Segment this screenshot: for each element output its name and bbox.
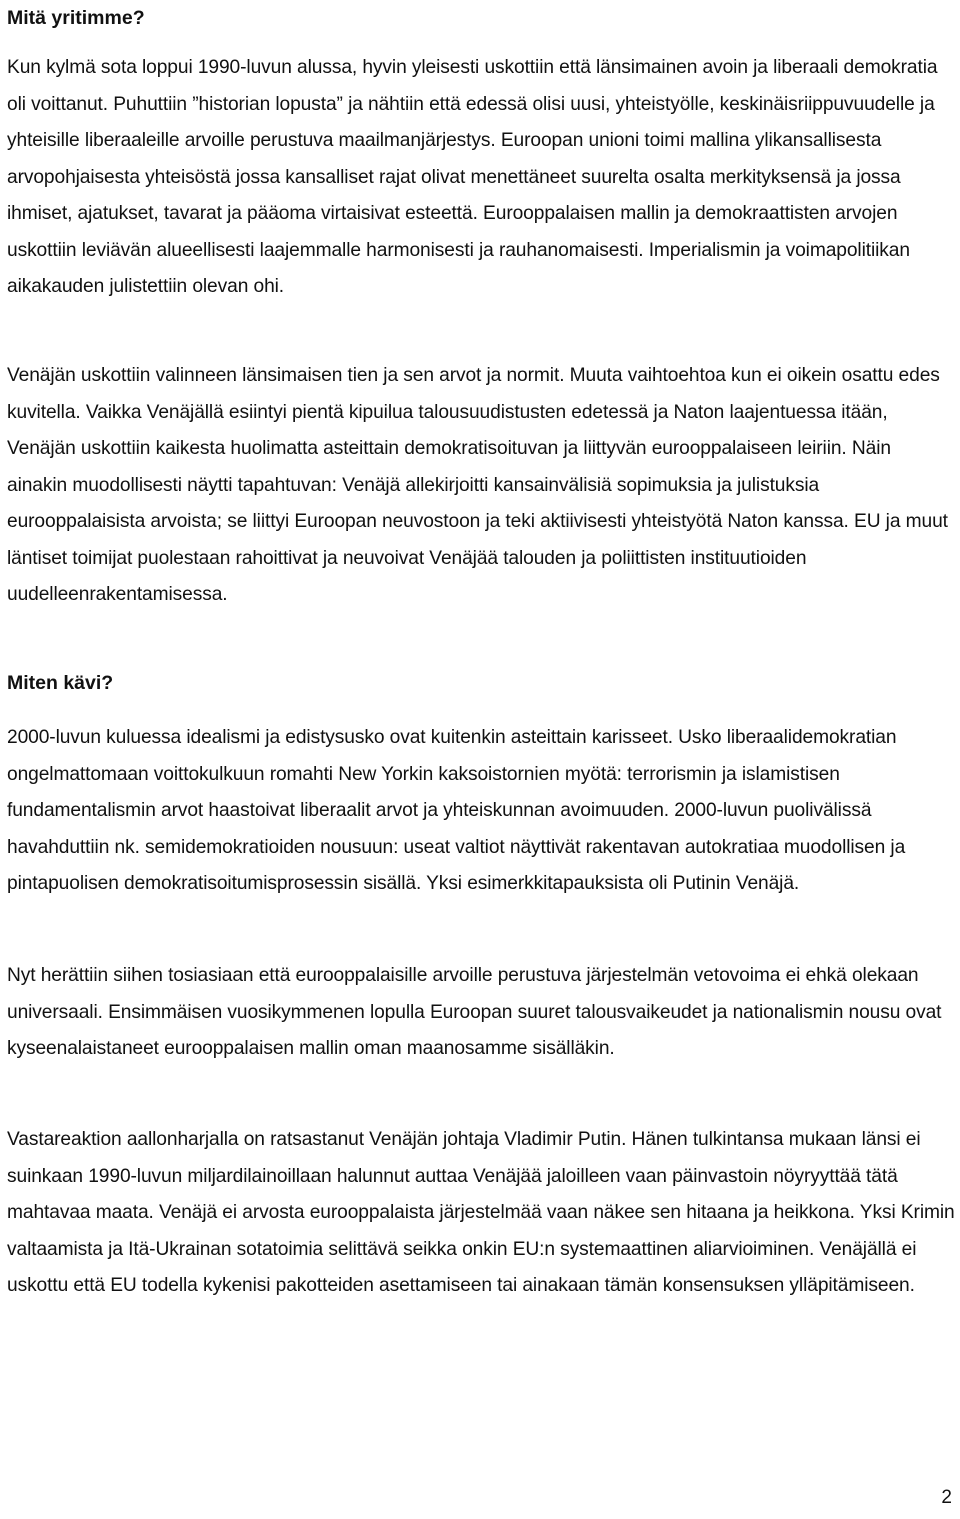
paragraph: Vastareaktion aallonharjalla on ratsastanut Venäjän johtaja Vladimir Putin. Hänen tulkintansa mukaan länsi ei suinkaan 1990-luvun miljardilainoillaan halunnut auttaa Venäjää jaloilleen vaan päinvastoin nöyryyttää tätä mahtavaa maata. Venäjä ei arvosta eurooppalaista järjestelmää vaan näkee sen hitaana ja heikkona. Yksi Krimin valtaamista ja Itä-Ukrainan sotatoimia selittävä seikka onkin EU:n systemaattinen aliarvioiminen. Venäjällä ei uskottu että EU todella kykenisi pakotteiden asettamiseen tai ainakaan tämän konsensuksen ylläpitämiseen. <box>7 1129 955 1296</box>
paragraph: 2000-luvun kuluessa idealismi ja edistysusko ovat kuitenkin asteittain karisseet. Usko liberaalidemokratian ongelmattomaan voittokulkuun romahti New Yorkin kaksoistornien myötä: terrorismin ja islamistisen fundamentalismin arvot haastoivat liberaalit arvot ja yhteiskunnan avoimuuden. 2000-luvun puolivälissä havahduttiin nk. semidemokratioiden nousuun: useat valtiot näyttivät rakentavan autokratiaa muodollisen ja pintapuolisen demokratisoitumisprosessin sisällä. Yksi esimerkkitapauksista oli Putinin Venäjä. <box>7 727 906 894</box>
section-heading-how-it-went: Miten kävi? <box>7 672 114 694</box>
paragraph: Kun kylmä sota loppui 1990-luvun alussa, hyvin yleisesti uskottiin että länsimainen avoin ja liberaali demokratia oli voittanut. Puhuttiin ”historian lopusta” ja nähtiin että edessä olisi uusi, yhteistyölle, keskinäisriippuvuudelle ja yhteisille liberaaleille arvoille perustuva maailmanjärjestys. Euroopan unioni toimi mallina ylikansallisesta arvopohjaisesta yhteisöstä jossa kansalliset rajat olivat menettäneet suurelta osalta merkityksensä ja jossa ihmiset, ajatukset, tavarat ja pääoma virtaisivat esteettä. Eurooppalaisen mallin ja demokraattisten arvojen uskottiin leviävän alueellisesti laajemmalle harmonisesti ja rauhanomaisesti. Imperialismin ja voimapolitiikan aikakauden julistettiin olevan ohi. <box>7 57 938 297</box>
paragraph: Venäjän uskottiin valinneen länsimaisen tien ja sen arvot ja normit. Muuta vaihtoehtoa kun ei oikein osattu edes kuvitella. Vaikka Venäjällä esiintyi pientä kipuilua talousuudistusten edetessä ja Naton laajentuessa itään, Venäjän uskottiin kaikesta huolimatta asteittain demokratisoituvan ja liittyvän eurooppalaiseen leiriin. Näin ainakin muodollisesti näytti tapahtuvan: Venäjä allekirjoitti kansainvälisiä sopimuksia ja julistuksia eurooppalaisista arvoista; se liittyi Euroopan neuvostoon ja teki aktiivisesti yhteistyötä Naton kanssa. EU ja muut läntiset toimijat puolestaan rahoittivat ja neuvoivat Venäjää talouden ja poliittisten instituutioiden uudelleenrakentamisessa. <box>7 365 948 605</box>
paragraph: Nyt herättiin siihen tosiasiaan että eurooppalaisille arvoille perustuva järjestelmän vetovoima ei ehkä olekaan universaali. Ensimmäisen vuosikymmenen lopulla Euroopan suuret talousvaikeudet ja nationalismin nousu ovat kyseenalaistaneet eurooppalaisen mallin oman maanosamme sisälläkin. <box>7 965 942 1059</box>
section-heading-what-we-tried: Mitä yritimme? <box>7 7 145 29</box>
page-number: 2 <box>941 1487 952 1508</box>
